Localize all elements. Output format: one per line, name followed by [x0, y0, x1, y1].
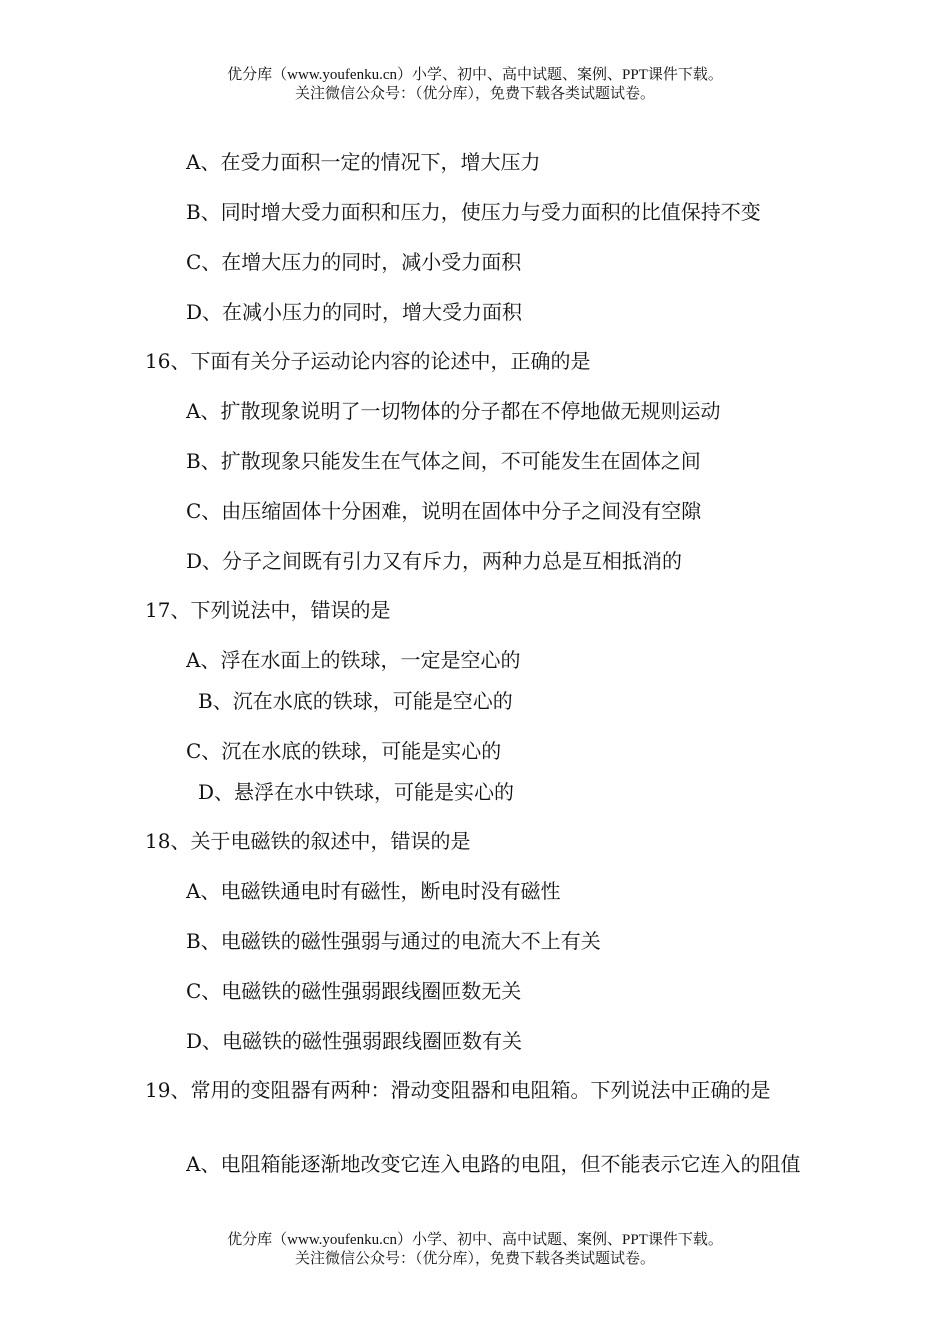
q15-option-a: A、在受力面积一定的情况下，增大压力 [186, 150, 541, 174]
q18-option-c: C、电磁铁的磁性强弱跟线圈匝数无关 [186, 979, 522, 1003]
q18-stem: 18、关于电磁铁的叙述中，错误的是 [145, 829, 471, 853]
q18-option-b: B、电磁铁的磁性强弱与通过的电流大不上有关 [186, 929, 601, 953]
page-header [0, 66, 950, 104]
q16-option-c: C、由压缩固体十分困难，说明在固体中分子之间没有空隙 [186, 499, 702, 523]
q19-stem: 19、常用的变阻器有两种：滑动变阻器和电阻箱。下列说法中正确的是 [145, 1078, 771, 1102]
footer-line-2: 关注微信公众号：（优分库），免费下载各类试题试卷。 [294, 1251, 655, 1267]
header-line-2: 关注微信公众号：（优分库），免费下载各类试题试卷。 [294, 86, 655, 102]
q15-option-c: C、在增大压力的同时，减小受力面积 [186, 250, 522, 274]
q16-option-b: B、扩散现象只能发生在气体之间，不可能发生在固体之间 [186, 449, 701, 473]
page-footer [0, 1231, 950, 1269]
q18-option-d: D、电磁铁的磁性强弱跟线圈匝数有关 [186, 1029, 523, 1053]
q15-option-d: D、在减小压力的同时，增大受力面积 [186, 300, 523, 324]
header-line-1: 优分库（www.youfenku.cn）小学、初中、高中试题、案例、PPT课件下载。 [227, 67, 723, 83]
q18-option-a: A、电磁铁通电时有磁性，断电时没有磁性 [186, 879, 561, 903]
q17-option-d: D、悬浮在水中铁球，可能是实心的 [198, 780, 515, 804]
q15-option-b: B、同时增大受力面积和压力，使压力与受力面积的比值保持不变 [186, 200, 761, 224]
q16-stem: 16、下面有关分子运动论内容的论述中，正确的是 [145, 349, 591, 373]
footer-line-1: 优分库（www.youfenku.cn）小学、初中、高中试题、案例、PPT课件下载。 [227, 1232, 723, 1248]
q17-option-b: B、沉在水底的铁球，可能是空心的 [198, 689, 513, 713]
q17-option-a: A、浮在水面上的铁球，一定是空心的 [186, 648, 521, 672]
q19-option-a: A、电阻箱能逐渐地改变它连入电路的电阻，但不能表示它连入的阻值 [186, 1152, 801, 1176]
q16-option-d: D、分子之间既有引力又有斥力，两种力总是互相抵消的 [186, 549, 683, 573]
q17-option-c: C、沉在水底的铁球，可能是实心的 [186, 739, 502, 763]
q17-stem: 17、下列说法中，错误的是 [145, 598, 391, 622]
q16-option-a: A、扩散现象说明了一切物体的分子都在不停地做无规则运动 [186, 399, 721, 423]
